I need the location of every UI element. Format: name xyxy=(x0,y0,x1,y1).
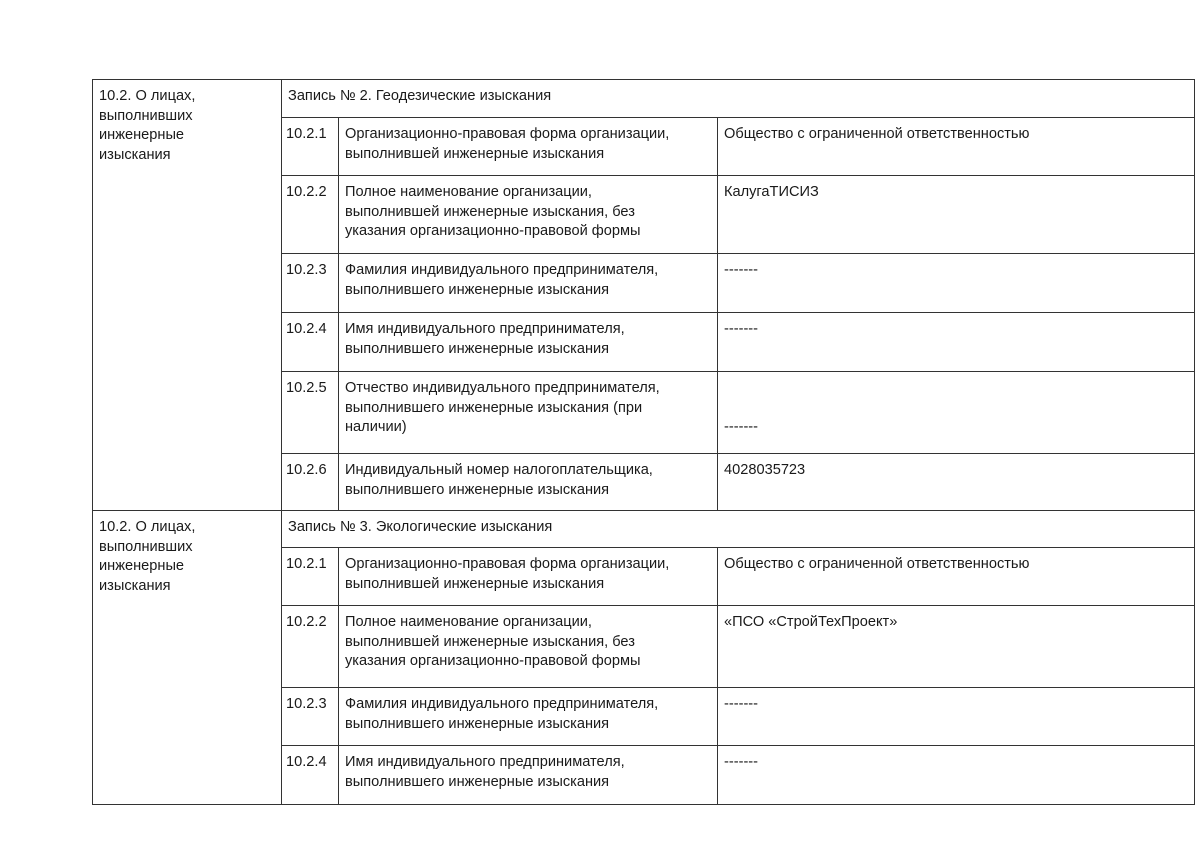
record-title: Запись № 3. Экологические изыскания xyxy=(281,510,1195,548)
row-label: Индивидуальный номер налогоплательщика, выполнившего инженерные изыскания xyxy=(338,453,718,511)
row-number: 10.2.3 xyxy=(281,253,339,313)
row-label: Полное наименование организации, выполнившей инженерные изыскания, без указания организационно-правовой формы xyxy=(338,605,718,688)
row-label: Имя индивидуального предпринимателя, выполнившего инженерные изыскания xyxy=(338,312,718,372)
row-value: Общество с ограниченной ответственностью xyxy=(717,547,1195,606)
row-number: 10.2.1 xyxy=(281,117,339,176)
row-label: Организационно-правовая форма организации, выполнившей инженерные изыскания xyxy=(338,117,718,176)
row-value: ------- xyxy=(717,312,1195,372)
row-value: Общество с ограниченной ответственностью xyxy=(717,117,1195,176)
row-number: 10.2.4 xyxy=(281,745,339,805)
row-number: 10.2.2 xyxy=(281,175,339,254)
section-label: 10.2. О лицах, выполнивших инженерные изыскания xyxy=(92,79,282,511)
record-title: Запись № 2. Геодезические изыскания xyxy=(281,79,1195,118)
row-value: ------- xyxy=(717,253,1195,313)
row-number: 10.2.5 xyxy=(281,371,339,454)
row-value: 4028035723 xyxy=(717,453,1195,511)
row-label: Имя индивидуального предпринимателя, выполнившего инженерные изыскания xyxy=(338,745,718,805)
row-value: «ПСО «СтройТехПроект» xyxy=(717,605,1195,688)
row-label: Полное наименование организации, выполнившей инженерные изыскания, без указания организационно-правовой формы xyxy=(338,175,718,254)
row-label: Фамилия индивидуального предпринимателя, выполнившего инженерные изыскания xyxy=(338,253,718,313)
row-number: 10.2.2 xyxy=(281,605,339,688)
row-label: Фамилия индивидуального предпринимателя, выполнившего инженерные изыскания xyxy=(338,687,718,746)
row-value: ------- xyxy=(717,745,1195,805)
row-number: 10.2.6 xyxy=(281,453,339,511)
row-value: ------- xyxy=(717,687,1195,746)
row-number: 10.2.3 xyxy=(281,687,339,746)
row-label: Отчество индивидуального предпринимателя, выполнившего инженерные изыскания (при наличии) xyxy=(338,371,718,454)
row-value: ------- xyxy=(717,371,1195,454)
row-label: Организационно-правовая форма организации, выполнившей инженерные изыскания xyxy=(338,547,718,606)
row-number: 10.2.1 xyxy=(281,547,339,606)
section-label: 10.2. О лицах, выполнивших инженерные изыскания xyxy=(92,510,282,805)
row-number: 10.2.4 xyxy=(281,312,339,372)
row-value: КалугаТИСИЗ xyxy=(717,175,1195,254)
